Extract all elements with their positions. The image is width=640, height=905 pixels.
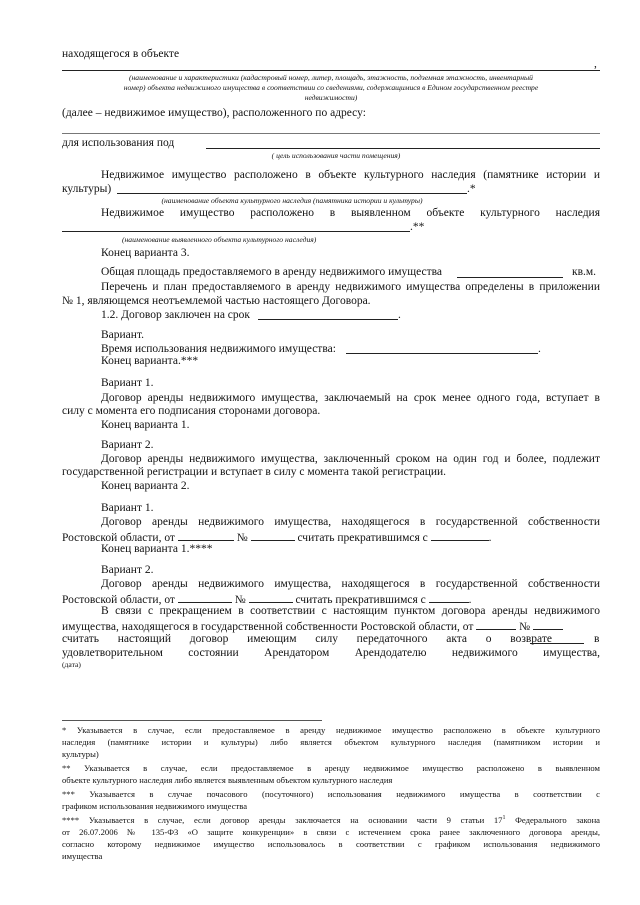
variant2b-line-4-number-sign: № bbox=[519, 621, 531, 633]
variant2a-label: Вариант 2. bbox=[101, 439, 154, 451]
footnote-4-superscript: 1 bbox=[502, 815, 506, 822]
variant2a-end: Конец варианта 2. bbox=[101, 480, 190, 492]
variant2b-period: . bbox=[468, 594, 472, 606]
variant2b-line-4-number-field bbox=[533, 619, 563, 630]
variant-time-text: Время использования недвижимого имущества: bbox=[101, 343, 336, 355]
characteristics-note-2: номер) объекта недвижимого имущества в соответствии со сведениями, содержащимися в Едином государственном реестре bbox=[123, 83, 539, 92]
footnote-4-line-3: согласно которому недвижимое имущество использовалось в соответствии с графиком использования недвижимого bbox=[62, 839, 600, 849]
variant2b-line-5-text: считать настоящий договор имеющим силу передаточного акта о возврате bbox=[62, 633, 552, 645]
footnote-4-line-2: от 26.07.2006 № 135-ФЗ «О защите конкуренции» в связи с истечением срока ранее заключенного договора аренды, bbox=[62, 827, 600, 837]
variant-time-end: Конец варианта.*** bbox=[101, 355, 199, 367]
identified-object-underline bbox=[62, 231, 410, 232]
footnote-1-line-1: * Указывается в случае, если предоставляемое в аренду недвижимое имущество расположено в объекте культурного bbox=[62, 725, 600, 735]
heritage-line-2-suffix: .* bbox=[467, 183, 476, 195]
footnote-4-line-1-a: **** Указывается в случае, если договор аренды заключается на основании части 9 статьи 17 bbox=[62, 815, 503, 825]
clause-1-2-suffix: . bbox=[398, 309, 401, 321]
variant1b-number-field bbox=[251, 530, 295, 541]
return-date-underline bbox=[530, 643, 584, 644]
clause-1-2-text: 1.2. Договор заключен на срок bbox=[101, 309, 250, 321]
footnote-2-line-2: объекте культурного наследия либо является выявленным объектом культурного наследия bbox=[62, 775, 393, 785]
footnote-3-line-1: *** Указывается в случае почасового (посуточного) использования недвижимого имущества в соответствии с bbox=[62, 789, 600, 799]
footnote-2-line-1: ** Указывается в случае, если предоставляемое в аренду недвижимое имущество расположено в выявленном bbox=[62, 763, 600, 773]
heritage-line-2-prefix: культуры) bbox=[62, 183, 112, 195]
variant2b-label: Вариант 2. bbox=[101, 564, 154, 576]
characteristics-note-1: (наименование и характеристики (кадастровый номер, литер, площадь, этажность, подземная этажность, инвентарный bbox=[129, 73, 533, 82]
variant2b-line-3: В связи с прекращением в соответствии с настоящим пунктом договора аренды недвижимого bbox=[101, 605, 600, 617]
area-value-underline bbox=[457, 277, 563, 278]
heritage-object-underline bbox=[117, 193, 467, 194]
variant2b-line-1: Договор аренды недвижимого имущества, находящегося в государственной собственности bbox=[101, 578, 600, 590]
footnote-separator bbox=[62, 720, 322, 721]
heritage-line-3: Недвижимое имущество расположено в выявленном объекте культурного наследия bbox=[101, 207, 600, 219]
address-underline bbox=[62, 133, 600, 134]
end-variant-3: Конец варианта 3. bbox=[101, 247, 190, 259]
variant1b-number-sign: № bbox=[236, 532, 248, 544]
object-underline bbox=[62, 70, 600, 71]
trailing-comma: , bbox=[594, 58, 597, 70]
variant1b-termination-date-field bbox=[431, 530, 489, 541]
footnote-3-line-2: графиком использования недвижимого имущества bbox=[62, 801, 248, 811]
variant1a-end: Конец варианта 1. bbox=[101, 419, 190, 431]
variant2b-line-4-text: имущества, находящегося в государственной собственности Ростовской области, от bbox=[62, 621, 474, 633]
variant1b-terminated-text: считать прекратившимся с bbox=[297, 532, 428, 544]
term-underline bbox=[258, 319, 398, 320]
variant2b-line-5-in: в bbox=[594, 633, 600, 645]
variant2b-number-sign: № bbox=[234, 594, 246, 606]
date-note: (дата) bbox=[62, 660, 81, 669]
characteristics-note-3: недвижимости) bbox=[304, 93, 358, 102]
variant1a-line-1: Договор аренды недвижимого имущества, заключаемый на срок менее одного года, вступает в bbox=[101, 392, 600, 404]
area-text: Общая площадь предоставляемого в аренду недвижимого имущества bbox=[101, 266, 443, 278]
variant2a-line-2: государственной регистрации и вступает в силу с момента такой регистрации. bbox=[62, 466, 447, 478]
variant2a-line-1: Договор аренды недвижимого имущества, заключенный сроком на один год и более, подлежит bbox=[101, 453, 600, 465]
variant1b-from-text: Ростовской области, от bbox=[62, 532, 175, 544]
variant1a-line-2: силу с момента его подписания сторонами договора. bbox=[62, 405, 321, 417]
footnote-4-line-1 bbox=[62, 815, 600, 825]
variant2b-date-field bbox=[178, 592, 232, 603]
heritage-note-1: (наименование объекта культурного наследия (памятника истории и культуры) bbox=[161, 196, 423, 205]
footnote-4-line-1-b: Федерального закона bbox=[505, 815, 600, 825]
variant2b-line-4 bbox=[62, 619, 563, 634]
variant1b-end: Конец варианта 1.**** bbox=[101, 543, 213, 555]
located-in-object-text: находящегося в объекте bbox=[62, 48, 180, 60]
variant2b-line-6: удовлетворительном состоянии Арендатором Арендодателю недвижимого имущества, bbox=[62, 647, 600, 659]
purpose-underline bbox=[206, 148, 600, 149]
time-underline bbox=[346, 353, 538, 354]
heritage-line-1: Недвижимое имущество расположено в объекте культурного наследия (памятнике истории и bbox=[101, 169, 600, 181]
variant1a-label: Вариант 1. bbox=[101, 377, 154, 389]
heritage-note-2: (наименование выявленного объекта культурного наследия) bbox=[122, 235, 317, 244]
area-unit: кв.м. bbox=[572, 266, 597, 278]
variant2b-termination-date-field bbox=[429, 592, 469, 603]
footnote-4-line-4: имущества bbox=[62, 851, 103, 861]
hereinafter-text: (далее – недвижимое имущество), расположенного по адресу: bbox=[62, 107, 366, 119]
variant-time-label: Вариант. bbox=[101, 329, 144, 341]
purpose-note: ( цель использования части помещения) bbox=[271, 151, 401, 160]
variant1b-period: . bbox=[488, 532, 492, 544]
variant1b-line-1: Договор аренды недвижимого имущества, находящегося в государственной собственности bbox=[101, 516, 600, 528]
footnote-1-line-2: наследия (памятнике истории и культуры) либо является объектом культурного наследия (памятником истории и bbox=[62, 737, 600, 747]
variant-time-suffix: . bbox=[538, 343, 541, 355]
footnote-1-line-3: культуры) bbox=[62, 749, 99, 759]
variant1b-date-field bbox=[178, 530, 234, 541]
variant2b-number-field bbox=[249, 592, 293, 603]
plan-line-1: Перечень и план предоставляемого в аренду недвижимого имущества определены в приложении bbox=[101, 281, 600, 293]
heritage-line-4-suffix: .** bbox=[410, 221, 425, 233]
variant2b-from-text: Ростовской области, от bbox=[62, 594, 175, 606]
variant2b-terminated-text: считать прекратившимся с bbox=[295, 594, 426, 606]
variant2b-line-4-date-field bbox=[476, 619, 516, 630]
plan-line-2: № 1, являющемся неотъемлемой частью настоящего Договора. bbox=[62, 295, 371, 307]
purpose-prefix: для использования под bbox=[62, 137, 175, 149]
variant1b-label: Вариант 1. bbox=[101, 502, 154, 514]
